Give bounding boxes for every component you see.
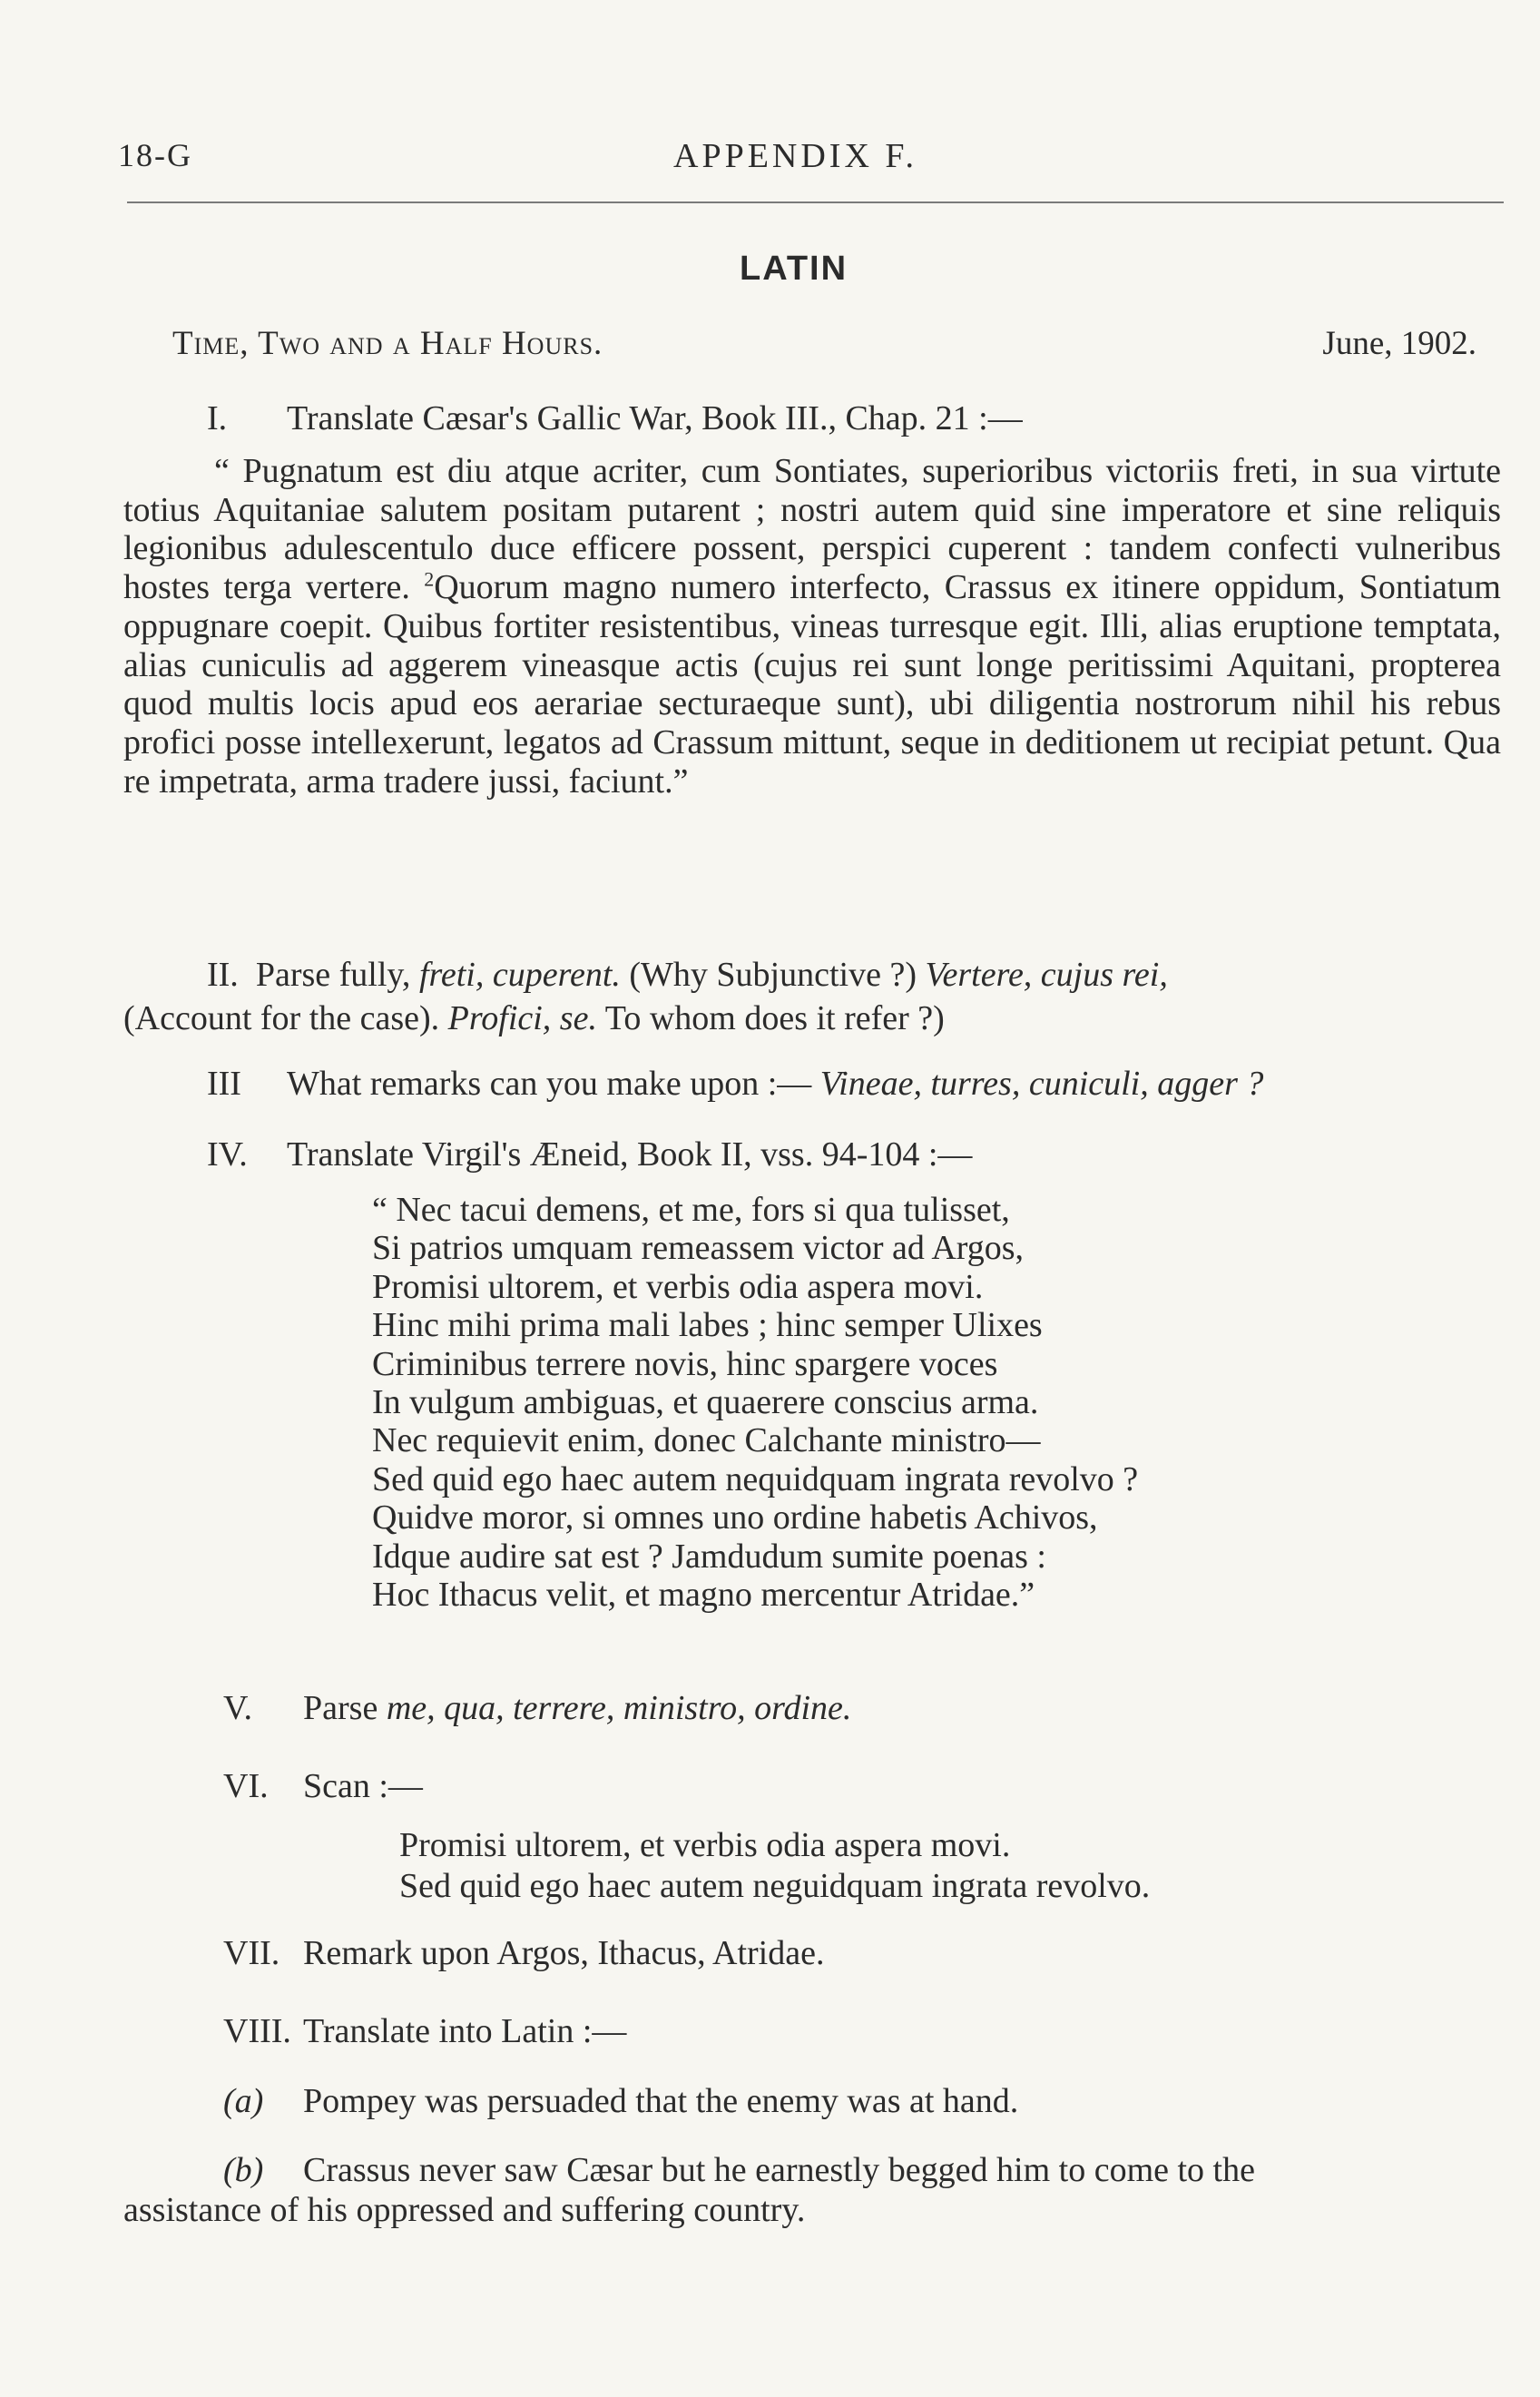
- exam-date: June, 1902.: [1322, 325, 1476, 362]
- time-allowed: Time, Two and a Half Hours.: [172, 325, 603, 362]
- verse-line: Hinc mihi prima mali labes ; hinc semper Ulixes: [372, 1306, 1043, 1345]
- verse-line: Sed quid ego haec autem nequidquam ingrata revolvo ?: [372, 1459, 1139, 1498]
- verse-line: Nec requievit enim, donec Calchante ministro—: [372, 1421, 1041, 1460]
- question-text: Scan :—: [303, 1767, 423, 1805]
- verse-line: In vulgum ambiguas, et quaerere conscius arma.: [372, 1383, 1039, 1422]
- question-text: What remarks can you make upon :—: [287, 1065, 820, 1103]
- question-1: [207, 399, 1023, 438]
- subquestion-label: (b): [223, 2151, 264, 2189]
- verse-line: Si patrios umquam remeassem victor ad Argos,: [372, 1229, 1025, 1268]
- question-text: Crassus never saw Cæsar but he earnestly begged him to come to the: [303, 2151, 1255, 2189]
- question-text: Translate into Latin :—: [303, 2012, 627, 2050]
- question-number: VIII.: [223, 2012, 291, 2050]
- question-italic: freti, cuperent.: [418, 956, 621, 994]
- verse-line: Idque audire sat est ? Jamdudum sumite poenas :: [372, 1537, 1046, 1576]
- question-3: [207, 1064, 1263, 1104]
- verse-line: Promisi ultorem, et verbis odia aspera movi.: [372, 1267, 984, 1306]
- question-text: Parse fully,: [255, 956, 419, 994]
- question-text: Translate Cæsar's Gallic War, Book III., Chap. 21 :—: [287, 399, 1023, 437]
- question-number: II.: [207, 956, 239, 994]
- question-number: V.: [223, 1689, 253, 1727]
- virgil-passage: [372, 1191, 1138, 1614]
- question-text: Remark upon Argos, Ithacus, Atridae.: [303, 1934, 825, 1972]
- header-rule: [127, 201, 1504, 203]
- question-number: VII.: [223, 1934, 280, 1972]
- question-8b-continued: assistance of his oppressed and suffering country.: [123, 2191, 806, 2229]
- question-2-continued: [123, 998, 945, 1038]
- question-2: [207, 955, 1168, 995]
- question-5: [223, 1688, 851, 1728]
- question-italic: Vertere, cujus rei,: [925, 956, 1168, 994]
- verse-line: Criminibus terrere novis, hinc spargere voces: [372, 1344, 998, 1383]
- question-number: III: [207, 1065, 241, 1103]
- question-text: Pompey was persuaded that the enemy was at hand.: [303, 2082, 1019, 2120]
- question-text: To whom does it refer ?): [596, 999, 945, 1037]
- verse-line: Hoc Ithacus velit, et magno mercentur Atridae.”: [372, 1576, 1035, 1615]
- scan-line: Sed quid ego haec autem neguidquam ingrata revolvo.: [399, 1867, 1151, 1905]
- caesar-passage: [123, 452, 1501, 801]
- question-number: IV.: [207, 1135, 248, 1174]
- question-text: (Account for the case).: [123, 999, 448, 1037]
- question-8b: [223, 2151, 1512, 2190]
- question-8: [223, 2011, 626, 2051]
- verse-line: Quidve moror, si omnes uno ordine habetis Achivos,: [372, 1498, 1098, 1537]
- scan-line: Promisi ultorem, et verbis odia aspera movi.: [399, 1826, 1011, 1864]
- question-text: Translate Virgil's Æneid, Book II, vss. 94-104 :—: [287, 1135, 973, 1174]
- question-italic: me, qua, terrere, ministro, ordine.: [386, 1689, 852, 1727]
- passage-part-1: “ Pugnatum est diu atque acriter, cum Sontiates, superioribus victoriis freti, in sua virtute totius Aquitaniae salutem positam putarent ; nostri autem quid sine imperatore et sine reliquis legionibus adulescentulo duce efficere possent, perspici cuperent : tandem confecti vulneribus hostes terga vertere.: [123, 452, 1501, 607]
- scan-lines: [399, 1825, 1150, 1907]
- question-6: [223, 1766, 423, 1806]
- question-number: I.: [207, 399, 228, 437]
- page-number: 18-G: [118, 137, 192, 173]
- footnote-marker: 2: [424, 567, 435, 591]
- subject-title: LATIN: [740, 250, 848, 288]
- passage-part-2: Quorum magno numero interfecto, Crassus ex itinere oppidum, Sontiatum oppugnare coepit. Quibus fortiter resistentibus, vineas turresque egit. Illi, alias eruptione temptata, alias cuniculis ad aggerem vineasque actis (cujus rei sunt longe peritissimi Aquitani, propterea quod multis locis apud eos aerariae secturaeque sunt), ubi diligentia nostrorum nihil his rebus profici posse intellexerunt, legatos ad Crassum mittunt, seque in deditionem ut recipiat petunt. Qua re impetrata, arma tradere jussi, faciunt.”: [123, 568, 1501, 801]
- question-8a: [223, 2081, 1018, 2121]
- page-header: [118, 136, 1486, 191]
- question-text: Parse: [303, 1689, 387, 1727]
- subquestion-label: (a): [223, 2082, 264, 2120]
- running-title: APPENDIX F.: [673, 137, 917, 175]
- question-text: (Why Subjunctive ?): [620, 956, 926, 994]
- question-7: [223, 1933, 824, 1973]
- question-italic: Profici, se.: [447, 999, 597, 1037]
- question-number: VI.: [223, 1767, 269, 1805]
- verse-line: “ Nec tacui demens, et me, fors si qua tulisset,: [372, 1191, 1010, 1229]
- question-4: [207, 1135, 972, 1174]
- question-italic: Vineae, turres, cuniculi, agger ?: [819, 1065, 1264, 1103]
